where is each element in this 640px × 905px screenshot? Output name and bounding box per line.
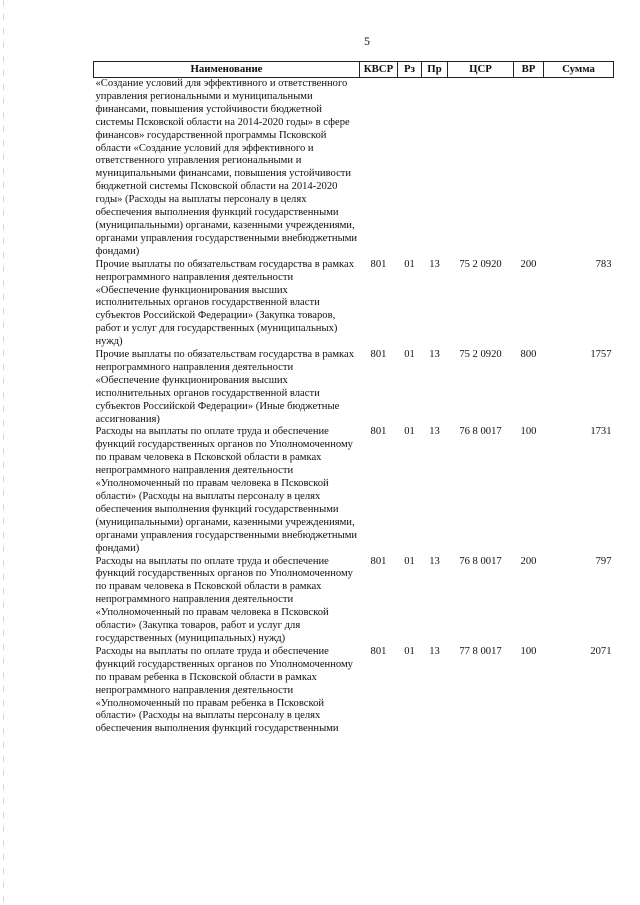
cell-sum <box>544 78 614 259</box>
cell-rz: 01 <box>404 645 415 657</box>
page-number: 5 <box>364 34 370 48</box>
header-csr: ЦСР <box>448 62 514 78</box>
header-name: Наименование <box>94 62 360 78</box>
cell-name: Расходы на выплаты по оплате труда и обеспечение функций государственных органов по Уполномоченному по правам человека в Псковской области в рамках непрограммного направления деятельности «Уполномоченный по правам человека в Псковской области» (Закупка товаров, работ и услуг для государственных (муниципальных) нужд) <box>95 555 353 644</box>
header-vr: ВР <box>514 62 544 78</box>
table-header-row <box>94 62 614 78</box>
cell-sum: 1757 <box>590 349 612 361</box>
cell-pr: 13 <box>429 426 440 438</box>
cell-csr: 75 2 0920 <box>459 349 502 361</box>
cell-csr: 76 8 0017 <box>459 555 502 567</box>
cell-name: Расходы на выплаты по оплате труда и обеспечение функций государственных органов по Уполномоченному по правам ребенка в Псковской области в рамках непрограммного направления деятельности «Уполномоченный по правам ребенка в Псковской области» (Расходы на выплаты персоналу в целях обеспечения выполнения функций государственными <box>95 645 353 735</box>
cell-vr <box>514 78 544 259</box>
header-kvsr: КВСР <box>360 62 398 78</box>
cell-kvsr: 801 <box>370 426 387 438</box>
table-row <box>94 556 614 646</box>
cell-sum: 783 <box>595 258 612 270</box>
header-sum: Сумма <box>544 62 614 78</box>
cell-sum: 2071 <box>590 645 612 657</box>
cell-csr: 75 2 0920 <box>459 258 502 270</box>
table-row <box>94 259 614 349</box>
table-row <box>94 646 614 736</box>
table-row <box>94 78 614 259</box>
cell-vr: 200 <box>520 555 537 567</box>
cell-kvsr: 801 <box>370 349 387 361</box>
cell-name: Расходы на выплаты по оплате труда и обеспечение функций государственных органов по Уполномоченному по правам человека в Псковской области в рамках непрограммного направления деятельности «Уполномоченный по правам человека в Псковской области» (Расходы на выплаты персоналу в целях обеспечения выполнения функций государственными (муниципальными) органами, казенными учреждениями, органами управления государственными внебюджетными фондами) <box>95 426 358 554</box>
cell-csr: 76 8 0017 <box>459 426 502 438</box>
cell-rz: 01 <box>404 555 415 567</box>
budget-table <box>93 61 614 736</box>
cell-name: Прочие выплаты по обязательствам государства в рамках непрограммного направления деятельности «Обеспечение функционирования высших исполнительных органов государственной власти субъектов Российской Федерации» (Закупка товаров, работ и услуг для государственных (муниципальных) нужд) <box>95 258 355 348</box>
cell-rz <box>398 78 422 259</box>
cell-name: «Создание условий для эффективного и ответственного управления региональными и муниципальными финансами, повышения устойчивости бюджетной системы Псковской области на 2014-2020 годы» в сфере финансов» государственной программы Псковской области «Создание условий для эффективного и ответственного управления региональными и муниципальными финансами, повышения устойчивости бюджетной системы Псковской области на 2014-2020 годы» (Расходы на выплаты персоналу в целях обеспечения выполнения функций государственными (муниципальными) органами, казенными учреждениями, органами управления государственными внебюджетными фондами) <box>95 78 358 257</box>
cell-pr: 13 <box>429 555 440 567</box>
cell-pr <box>422 78 448 259</box>
cell-pr: 13 <box>429 349 440 361</box>
cell-rz: 01 <box>404 258 415 270</box>
cell-csr <box>448 78 514 259</box>
cell-pr: 13 <box>429 258 440 270</box>
cell-vr: 100 <box>520 645 537 657</box>
table-row <box>94 426 614 555</box>
cell-vr: 100 <box>520 426 537 438</box>
cell-rz: 01 <box>404 426 415 438</box>
cell-kvsr <box>360 78 398 259</box>
cell-sum: 797 <box>595 555 612 567</box>
cell-vr: 200 <box>520 258 537 270</box>
cell-kvsr: 801 <box>370 645 387 657</box>
header-rz: Рз <box>398 62 422 78</box>
cell-kvsr: 801 <box>370 258 387 270</box>
cell-csr: 77 8 0017 <box>459 645 502 657</box>
cell-rz: 01 <box>404 349 415 361</box>
cell-name: Прочие выплаты по обязательствам государства в рамках непрограммного направления деятельности «Обеспечение функционирования высших исполнительных органов государственной власти субъектов Российской Федерации» (Иные бюджетные ассигнования) <box>95 349 355 425</box>
scan-edge-artifact <box>3 0 4 905</box>
cell-vr: 800 <box>520 349 537 361</box>
cell-kvsr: 801 <box>370 555 387 567</box>
table-row <box>94 349 614 426</box>
cell-sum: 1731 <box>590 426 612 438</box>
cell-pr: 13 <box>429 645 440 657</box>
header-pr: Пр <box>422 62 448 78</box>
